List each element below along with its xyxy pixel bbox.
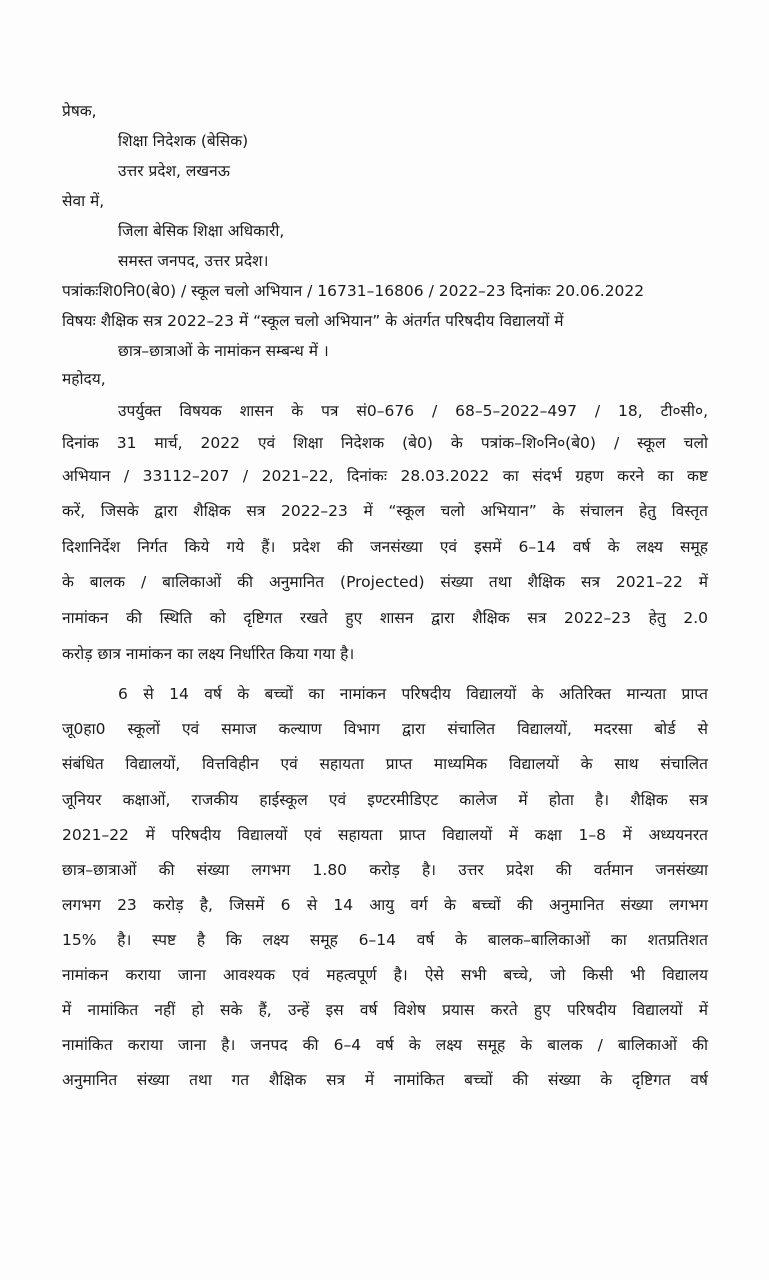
para2-line: 2021–22 में परिषदीय विद्यालयों एवं सहायता प्राप्त विद्यालयों में कक्षा 1–8 में अध्ययनरत bbox=[62, 826, 708, 844]
para1-line: अभियान / 33112–207 / 2021–22, दिनांकः 28.03.2022 का संदर्भ ग्रहण करने का कष्ट bbox=[62, 467, 708, 485]
para1-line: नामांकन की स्थिति को दृष्टिगत रखते हुए शासन द्वारा शैक्षिक सत्र 2022–23 हेतु 2.0 bbox=[62, 609, 708, 627]
para2-line: अनुमानित संख्या तथा गत शैक्षिक सत्र में नामांकित बच्चों की संख्या के दृष्टिगत वर्ष bbox=[62, 1071, 708, 1089]
para1-line: दिशानिर्देश निर्गत किये गये हैं। प्रदेश की जनसंख्या एवं इसमें 6–14 वर्ष के लक्ष्य समूह bbox=[62, 538, 708, 556]
para1-line: उपर्युक्त विषयक शासन के पत्र सं0–676 / 68–5–2022–497 / 18, टी०सी०, bbox=[118, 402, 708, 420]
sender-designation: शिक्षा निदेशक (बेसिक) bbox=[118, 132, 249, 150]
para2-line: छात्र–छात्राओं की संख्या लगभग 1.80 करोड़ है। उत्तर प्रदेश की वर्तमान जनसंख्या bbox=[62, 861, 708, 879]
para2-line: नामांकन कराया जाना आवश्यक एवं महत्वपूर्ण है। ऐसे सभी बच्चे, जो किसी भी विद्यालय bbox=[62, 966, 708, 984]
para2-line: 6 से 14 वर्ष के बच्चों का नामांकन परिषदीय विद्यालयों के अतिरिक्त मान्यता प्राप्त bbox=[118, 685, 708, 703]
para1-line: दिनांक 31 मार्च, 2022 एवं शिक्षा निदेशक (बे0) के पत्रांक–शि०नि०(बे0) / स्कूल चलो bbox=[62, 434, 708, 452]
para2-line: संबंधित विद्यालयों, वित्तविहीन एवं सहायता प्राप्त माध्यमिक विद्यालयों के साथ संचालित bbox=[62, 755, 708, 773]
sender-location: उत्तर प्रदेश, लखनऊ bbox=[118, 162, 230, 180]
recipient-label: सेवा में, bbox=[62, 192, 105, 210]
para2-line: लगभग 23 करोड़ है, जिसमें 6 से 14 आयु वर्ग के बच्चों की अनुमानित संख्या लगभग bbox=[62, 896, 708, 914]
para2-line: जू0हा0 स्कूलों एवं समाज कल्याण विभाग द्वारा संचालित विद्यालयों, मदरसा बोर्ड से bbox=[62, 720, 708, 738]
recipient-designation: जिला बेसिक शिक्षा अधिकारी, bbox=[118, 222, 285, 240]
para2-line: 15% है। स्पष्ट है कि लक्ष्य समूह 6–14 वर्ष के बालक–बालिकाओं का शतप्रतिशत bbox=[62, 931, 708, 949]
para1-line: के बालक / बालिकाओं की अनुमानित (Projected) संख्या तथा शैक्षिक सत्र 2021–22 में bbox=[62, 573, 708, 591]
recipient-location: समस्त जनपद, उत्तर प्रदेश। bbox=[118, 252, 269, 270]
para2-line: में नामांकित नहीं हो सके हैं, उन्हें इस वर्ष विशेष प्रयास करते हुए परिषदीय विद्यालयों में bbox=[62, 1001, 708, 1019]
salutation: महोदय, bbox=[62, 370, 106, 388]
subject-line-2: छात्र–छात्राओं के नामांकन सम्बन्ध में । bbox=[118, 342, 329, 360]
para1-line: करें, जिसके द्वारा शैक्षिक सत्र 2022–23 में “स्कूल चलो अभियान” के संचालन हेतु विस्तृत bbox=[62, 502, 708, 520]
para1-line: करोड़ छात्र नामांकन का लक्ष्य निर्धारित किया गया है। bbox=[62, 645, 355, 663]
sender-label: प्रेषक, bbox=[62, 102, 97, 120]
letter-reference: पत्रांकःशि0नि0(बे0) / स्कूल चलो अभियान / 16731–16806 / 2022–23 दिनांकः 20.06.2022 bbox=[62, 282, 645, 300]
para2-line: नामांकित कराया जाना है। जनपद की 6–4 वर्ष के लक्ष्य समूह के बालक / बालिकाओं की bbox=[62, 1036, 708, 1054]
para2-line: जूनियर कक्षाओं, राजकीय हाईस्कूल एवं इण्टरमीडिएट कालेज में होता है। शैक्षिक सत्र bbox=[62, 791, 708, 809]
subject-line-1: विषयः शैक्षिक सत्र 2022–23 में “स्कूल चलो अभियान” के अंतर्गत परिषदीय विद्यालयों में bbox=[62, 312, 564, 330]
